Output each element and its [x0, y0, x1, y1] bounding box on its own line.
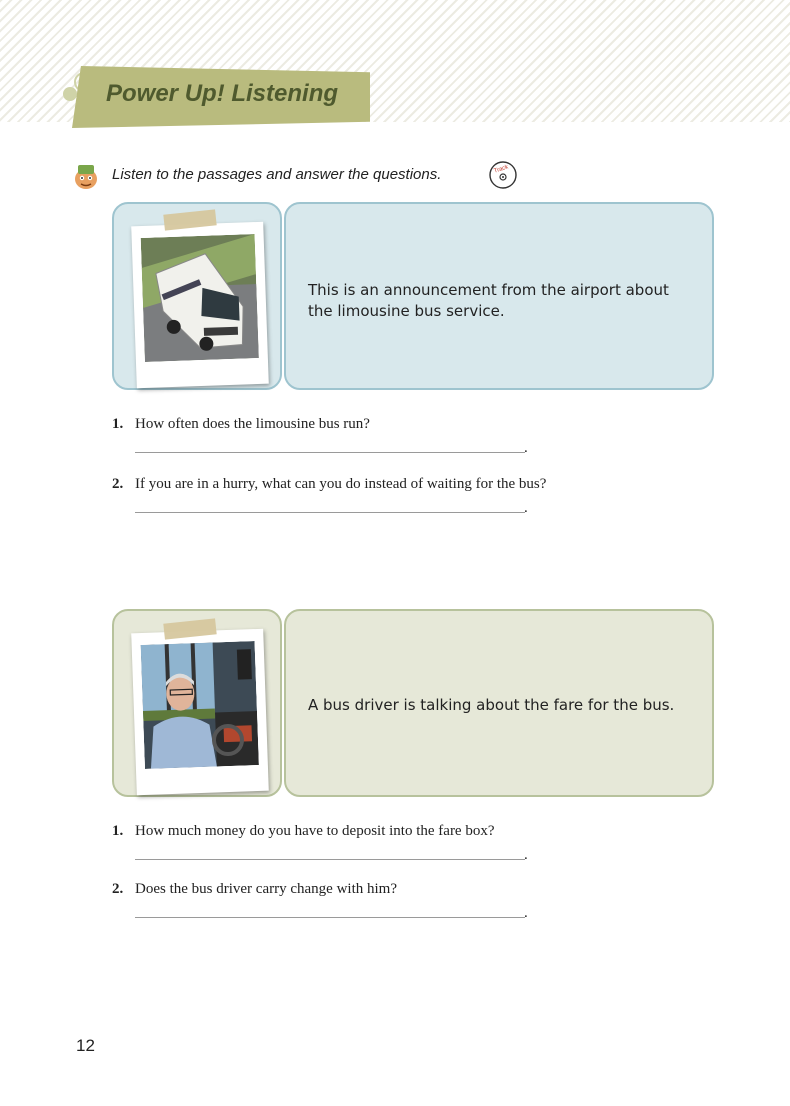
answer-period: .	[524, 440, 528, 456]
polaroid-frame	[131, 222, 269, 389]
answer-line[interactable]	[135, 917, 525, 918]
question-number: 1.	[112, 823, 124, 839]
question-text: If you are in a hurry, what can you do instead of waiting for the bus?	[135, 476, 547, 492]
answer-period: .	[524, 500, 528, 516]
answer-line[interactable]	[135, 859, 525, 860]
track-label: Track	[493, 164, 510, 175]
passage-text: This is an announcement from the airport about the limousine bus service.	[308, 281, 669, 320]
page-title: Power Up! Listening	[106, 80, 339, 107]
instruction-row	[74, 160, 534, 192]
page-number: 12	[76, 1036, 95, 1055]
question-text: Does the bus driver carry change with him?	[135, 881, 397, 897]
passage-panel-2	[112, 609, 714, 799]
bus-photo	[141, 234, 259, 362]
cd-track-icon	[488, 160, 518, 190]
answer-line[interactable]	[135, 452, 525, 453]
answer-line[interactable]	[135, 512, 525, 513]
answer-period: .	[524, 905, 528, 921]
question-number: 2.	[112, 881, 124, 897]
passage-text: A bus driver is talking about the fare for the bus.	[308, 696, 675, 714]
passage-panel-1	[112, 202, 714, 392]
question-text: How often does the limousine bus run?	[135, 416, 370, 432]
listening-character-icon	[74, 164, 98, 190]
instruction-text: Listen to the passages and answer the questions.	[112, 166, 442, 183]
bus-driver-photo	[141, 641, 259, 769]
question-number: 2.	[112, 476, 124, 492]
question-number: 1.	[112, 416, 124, 432]
answer-period: .	[524, 847, 528, 863]
polaroid-frame	[131, 629, 269, 796]
question-text: How much money do you have to deposit into the fare box?	[135, 823, 495, 839]
